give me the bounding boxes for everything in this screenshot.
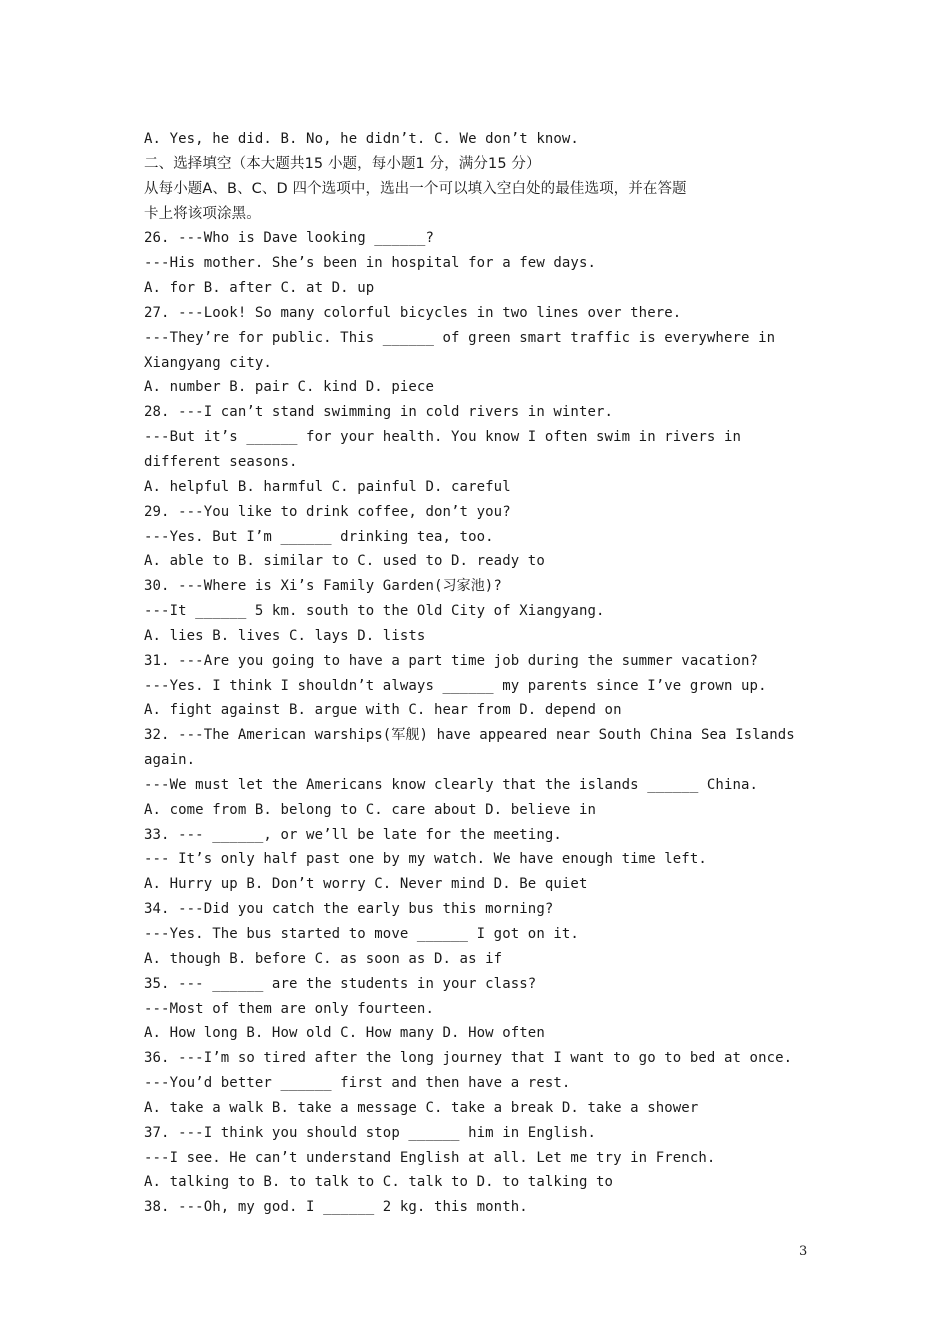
question-31: 31. ---Are you going to have a part time job during the summer vacation? [144, 652, 759, 669]
answer-27-cont: Xiangyang city. [144, 354, 272, 371]
answer-28: ---But it’s ______ for your health. You know I often swim in rivers in [144, 429, 742, 446]
section-heading: 二、选择填空（本大题共15 小题，每小题1 分，满分15 分） [144, 155, 541, 172]
page-number: 3 [799, 1244, 808, 1259]
question-27: 27. ---Look! So many colorful bicycles in two lines over there. [144, 304, 682, 321]
options-35: A. How long B. How old C. How many D. How often [144, 1025, 545, 1042]
options-36: A. take a walk B. take a message C. take a break D. take a shower [144, 1099, 699, 1116]
answer-27: ---They’re for public. This ______ of green smart traffic is everywhere in [144, 329, 776, 346]
answer-32: ---We must let the Americans know clearly that the islands ______ China. [144, 776, 759, 793]
option-line-25: A. Yes, he did. B. No, he didn’t. C. We don’t know. [144, 131, 579, 147]
answer-28-cont: different seasons. [144, 453, 298, 470]
answer-26: ---His mother. She’s been in hospital for a few days. [144, 255, 597, 272]
options-32: A. come from B. belong to C. care about D. believe in [144, 801, 597, 818]
answer-29: ---Yes. But I’m ______ drinking tea, too. [144, 528, 494, 545]
answer-35: ---Most of them are only fourteen. [144, 1000, 434, 1017]
section-instruction: 从每小题A、B、C、D 四个选项中，选出一个可以填入空白处的最佳选项，并在答题 [144, 180, 687, 197]
answer-37: ---I see. He can’t understand English at all. Let me try in French. [144, 1149, 716, 1166]
question-35: 35. --- ______ are the students in your class? [144, 975, 537, 992]
question-37: 37. ---I think you should stop ______ him in English. [144, 1124, 597, 1141]
answer-30: ---It ______ 5 km. south to the Old City of Xiangyang. [144, 603, 605, 620]
answer-34: ---Yes. The bus started to move ______ I got on it. [144, 926, 579, 942]
options-28: A. helpful B. harmful C. painful D. careful [144, 478, 511, 495]
options-34: A. though B. before C. as soon as D. as if [144, 950, 503, 967]
answer-36: ---You’d better ______ first and then have a rest. [144, 1075, 571, 1092]
question-33: 33. --- ______, or we’ll be late for the meeting. [144, 826, 562, 843]
options-26: A. for B. after C. at D. up [144, 280, 375, 297]
options-33: A. Hurry up B. Don’t worry C. Never mind D. Be quiet [144, 876, 588, 893]
exam-text [144, 127, 804, 1220]
question-28: 28. ---I can’t stand swimming in cold rivers in winter. [144, 404, 614, 421]
question-34: 34. ---Did you catch the early bus this morning? [144, 901, 554, 918]
question-36: 36. ---I’m so tired after the long journey that I want to go to bed at once. [144, 1050, 793, 1067]
question-26: 26. ---Who is Dave looking ______? [144, 230, 434, 247]
options-29: A. able to B. similar to C. used to D. ready to [144, 553, 545, 570]
question-32-cont: again. [144, 752, 196, 769]
options-31: A. fight against B. argue with C. hear from D. depend on [144, 702, 622, 719]
section-instruction-cont: 卡上将该项涂黑。 [144, 205, 261, 222]
answer-31: ---Yes. I think I shouldn’t always ______ my parents since I’ve grown up. [144, 677, 767, 694]
options-30: A. lies B. lives C. lays D. lists [144, 627, 426, 644]
question-29: 29. ---You like to drink coffee, don’t you? [144, 503, 511, 520]
options-27: A. number B. pair C. kind D. piece [144, 379, 434, 396]
options-37: A. talking to B. to talk to C. talk to D. to talking to [144, 1174, 614, 1191]
question-38: 38. ---Oh, my god. I ______ 2 kg. this month. [144, 1199, 528, 1216]
question-30: 30. ---Where is Xi’s Family Garden(习家池)? [144, 578, 502, 595]
answer-33: --- It’s only half past one by my watch. We have enough time left. [144, 851, 707, 868]
question-32: 32. ---The American warships(军舰) have appeared near South China Sea Islands [144, 727, 795, 744]
